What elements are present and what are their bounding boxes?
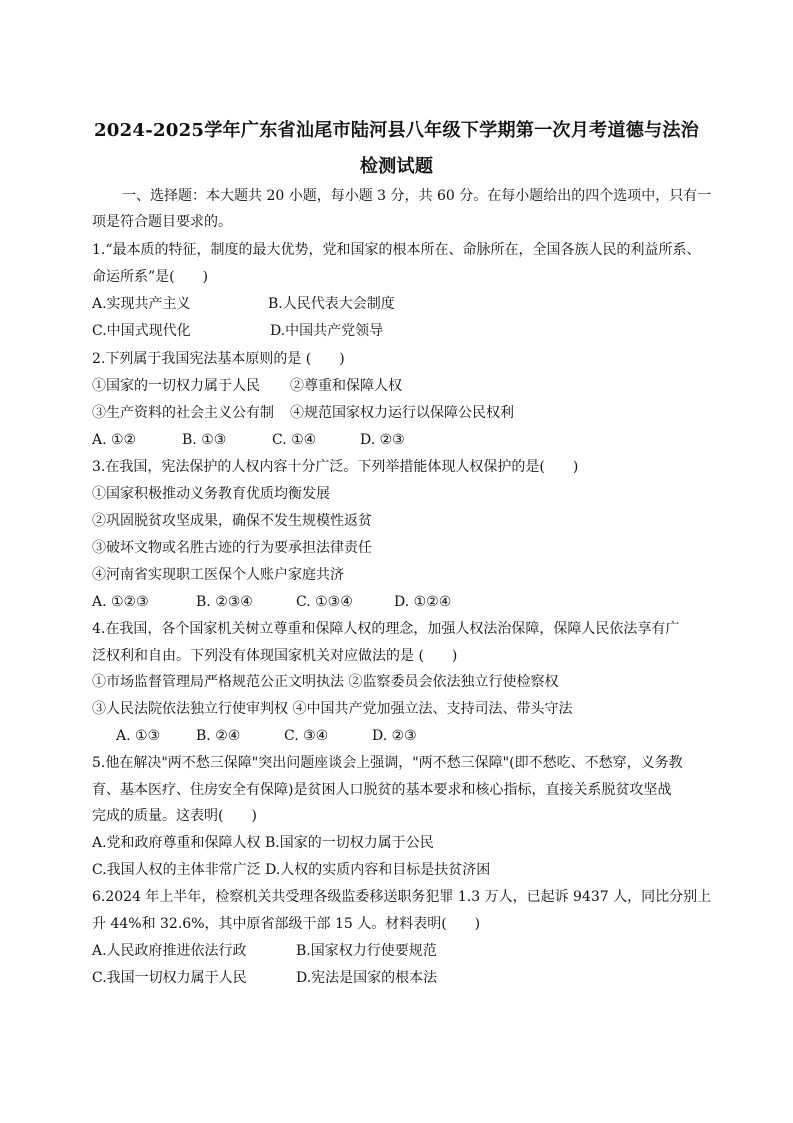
statement-3: ③生产资料的社会主义公有制 — [92, 405, 274, 421]
question-stem: 5.他在解决"两不愁三保障"突出问题座谈会上强调，"两不愁三保障"(即不愁吃、不愁穿，义务教 — [92, 755, 683, 771]
options-a-b: A.党和政府尊重和保障人权 B.国家的一切权力属于公民 — [92, 835, 434, 851]
question-stem: 2.下列属于我国宪法基本原则的是 ( ) — [92, 351, 345, 367]
exam-title-line1: 2024-2025学年广东省汕尾市陆河县八年级下学期第一次月考道德与法治 — [94, 120, 699, 141]
option-b: B.国家权力行使要规范 — [296, 943, 437, 959]
section-instructions-cont: 项是符合题目要求的。 — [92, 214, 232, 230]
option-d: D. ①②④ — [394, 594, 452, 610]
option-b: B.人民代表大会制度 — [268, 296, 395, 312]
question-stem: 4.在我国，各个国家机关树立尊重和保障人权的理念，加强人权法治保障，保障人民依法享有广 — [92, 621, 680, 637]
question-stem: 3.在我国，宪法保护的人权内容十分广泛。下列举措能体现人权保护的是( ) — [92, 459, 579, 475]
option-b: B. ①③ — [182, 432, 227, 448]
question-stem: 完成的质量。这表明( ) — [92, 808, 257, 824]
option-a: A.实现共产主义 — [92, 296, 191, 312]
statement-2: ②巩固脱贫攻坚成果，确保不发生规模性返贫 — [92, 513, 372, 529]
statement-4: ④规范国家权力运行以保障公民权利 — [290, 405, 514, 421]
option-a: A.人民政府推进依法行政 — [92, 943, 247, 959]
option-c: C.中国式现代化 — [92, 323, 191, 339]
option-a: A. ①③ — [116, 728, 161, 744]
option-d: D.中国共产党领导 — [270, 323, 384, 339]
statement-1: ①国家的一切权力属于人民 — [92, 378, 260, 394]
option-d: D. ②③ — [372, 728, 417, 744]
option-d: D. ②③ — [360, 432, 405, 448]
option-b: B. ②③④ — [196, 594, 253, 610]
section-instructions: 一、选择题：本大题共 20 小题，每小题 3 分，共 60 分。在每小题给出的四个选项中，只有一 — [122, 188, 712, 204]
statement-1-2: ①市场监督管理局严格规范公正文明执法 ②监察委员会依法独立行使检察权 — [92, 674, 559, 690]
option-b: B. ②④ — [196, 728, 241, 744]
statement-1: ①国家积极推动义务教育优质均衡发展 — [92, 486, 330, 502]
statement-3: ③破坏文物或名胜古迹的行为要承担法律责任 — [92, 540, 372, 556]
question-stem: 1.“最本质的特征，制度的最大优势，党和国家的根本所在、命脉所在，全国各族人民的利益所系、 — [92, 242, 701, 258]
option-d: D.宪法是国家的根本法 — [296, 970, 438, 986]
question-stem: 6.2024 年上半年，检察机关共受理各级监委移送职务犯罪 1.3 万人，已起诉 9437 人，同比分别上 — [92, 889, 712, 905]
question-stem: 育、基本医疗、住房安全有保障)是贫困人口脱贫的基本要求和核心指标，直接关系脱贫攻坚战 — [92, 782, 672, 798]
option-c: C. ①③④ — [296, 594, 353, 610]
statement-3-4: ③人民法院依法独立行使审判权 ④中国共产党加强立法、支持司法、带头守法 — [92, 701, 573, 717]
option-a: A. ①② — [92, 432, 137, 448]
option-a: A. ①②③ — [92, 594, 149, 610]
option-c: C.我国一切权力属于人民 — [92, 970, 247, 986]
question-stem: 泛权利和自由。下列没有体现国家机关对应做法的是 ( ) — [92, 648, 458, 664]
question-stem: 升 44%和 32.6%，其中原省部级干部 15 人。材料表明( ) — [92, 916, 481, 932]
question-stem: 命运所系”是( ) — [92, 269, 209, 285]
option-c: C. ③④ — [284, 728, 329, 744]
option-c: C. ①④ — [272, 432, 317, 448]
statement-2: ②尊重和保障人权 — [290, 378, 402, 394]
options-c-d: C.我国人权的主体非常广泛 D.人权的实质内容和目标是扶贫济困 — [92, 862, 491, 878]
exam-title-line2: 检测试题 — [359, 156, 434, 177]
statement-4: ④河南省实现职工医保个人账户家庭共济 — [92, 567, 344, 583]
